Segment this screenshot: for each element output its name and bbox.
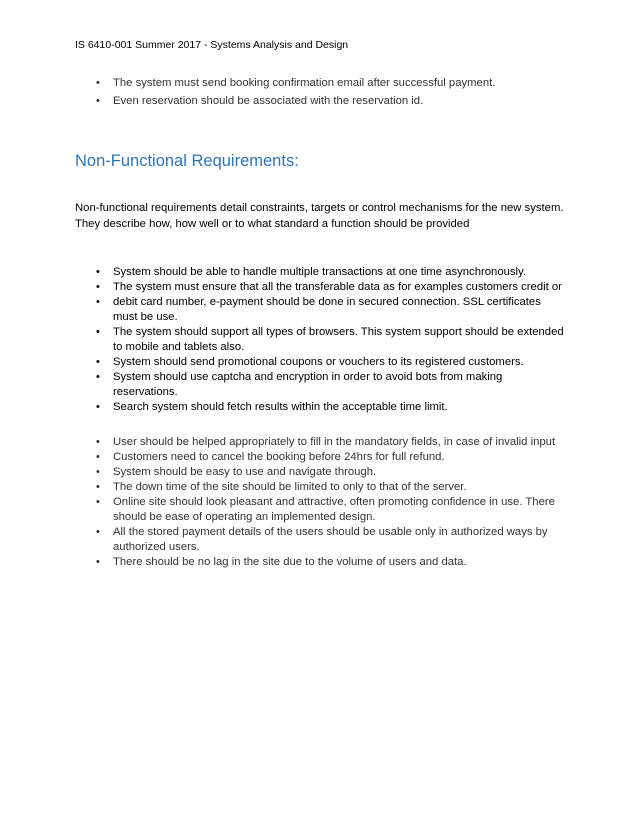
- functional-requirements-list-continued: [96, 76, 566, 112]
- list-item: • User should be helped appropriately to fill in the mandatory fields, in case of invalid input: [96, 435, 566, 450]
- non-functional-requirements-list: [96, 265, 566, 415]
- list-item: • The down time of the site should be limited to only to that of the server.: [96, 480, 566, 495]
- list-item: • Search system should fetch results within the acceptable time limit.: [96, 400, 566, 415]
- list-item: • The system must send booking confirmation email after successful payment.: [96, 76, 566, 91]
- list-item: • Customers need to cancel the booking before 24hrs for full refund.: [96, 450, 566, 465]
- list-item: • The system must ensure that all the transferable data as for examples customers credit or: [96, 280, 566, 295]
- list-item: • There should be no lag in the site due to the volume of users and data.: [96, 555, 566, 570]
- non-functional-requirements-list-extended: [96, 435, 566, 570]
- list-item: • System should use captcha and encryption in order to avoid bots from making reservations.: [96, 370, 566, 400]
- section-intro-paragraph: Non-functional requirements detail constraints, targets or control mechanisms for the new system. They describe how, how well or to what standard a function should be provided: [75, 202, 564, 230]
- list-item: • Online site should look pleasant and attractive, often promoting confidence in use. There should be ease of operating an implemented design.: [96, 495, 566, 525]
- list-item: • Even reservation should be associated with the reservation id.: [96, 94, 566, 109]
- page-header: IS 6410-001 Summer 2017 - Systems Analysis and Design: [75, 39, 349, 51]
- list-item: • The system should support all types of browsers. This system support should be extended to mobile and tablets also.: [96, 325, 566, 355]
- section-title: Non-Functional Requirements:: [75, 152, 299, 170]
- list-item: • All the stored payment details of the users should be usable only in authorized ways by authorized users.: [96, 525, 566, 555]
- list-item: • System should be easy to use and navigate through.: [96, 465, 566, 480]
- list-item: • System should be able to handle multiple transactions at one time asynchronously.: [96, 265, 566, 280]
- list-item: • debit card number, e-payment should be done in secured connection. SSL certificates must be use.: [96, 295, 566, 325]
- list-item: • System should send promotional coupons or vouchers to its registered customers.: [96, 355, 566, 370]
